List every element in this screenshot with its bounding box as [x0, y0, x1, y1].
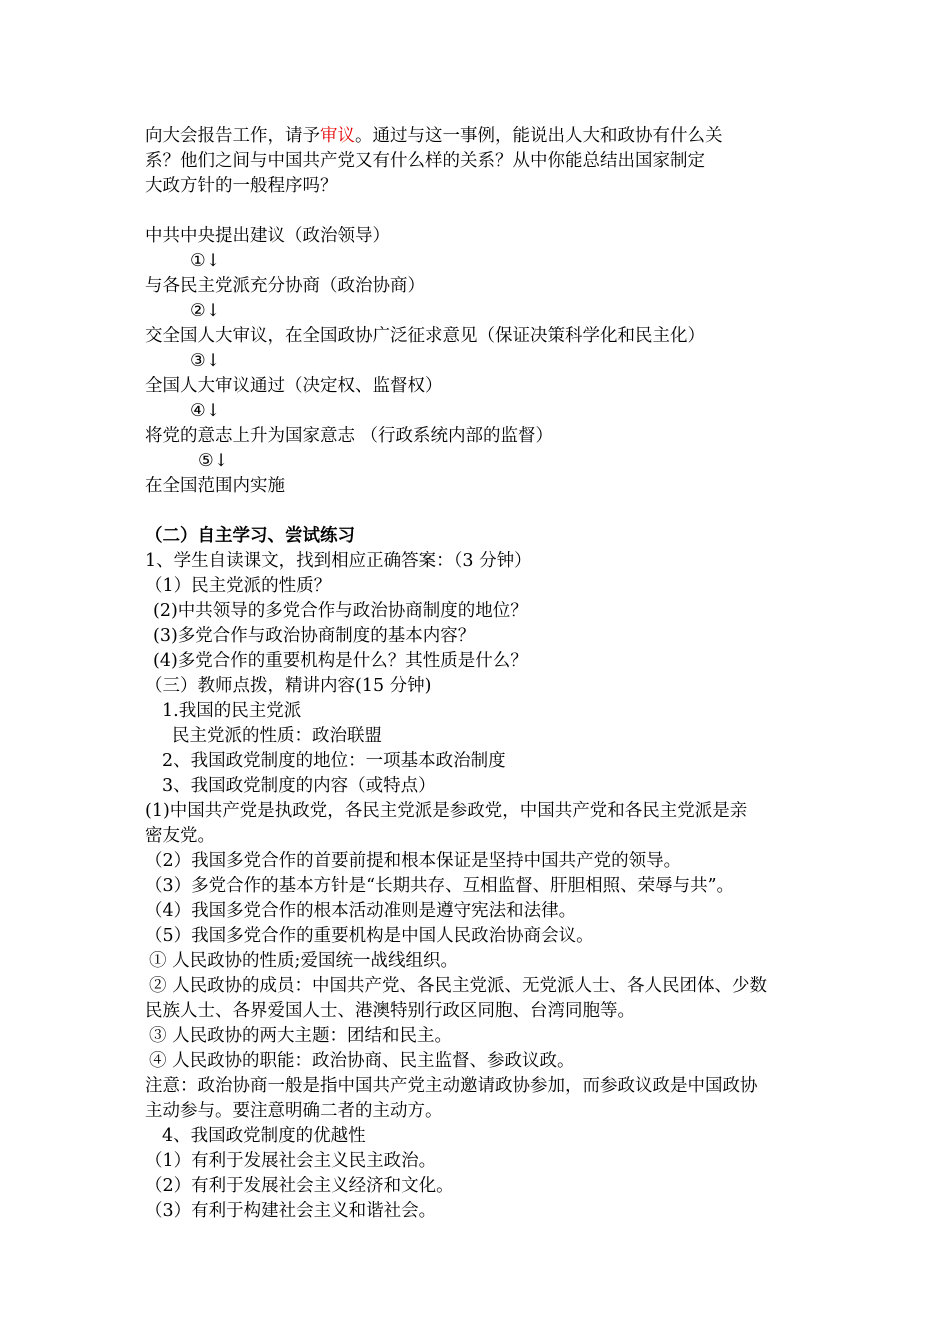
- intro-line-2: 系？他们之间与中国共产党又有什么样的关系？从中你能总结出国家制定: [145, 151, 705, 171]
- flow-step-1: 中共中央提出建议（政治领导）: [145, 226, 390, 246]
- cppcc-nature: ① 人民政协的性质;爱国统一战线组织。: [149, 951, 458, 971]
- flow-step-2: 与各民主党派充分协商（政治协商）: [145, 276, 425, 296]
- intro-line-1: [145, 124, 723, 149]
- flow-step-3: 交全国人大审议，在全国政协广泛征求意见（保证决策科学化和民主化）: [145, 326, 705, 346]
- content-1-line-1: (1)中国共产党是执政党，各民主党派是参政党，中国共产党和各民主党派是亲: [145, 801, 748, 821]
- question-1: （1）民主党派的性质？: [145, 576, 332, 596]
- flow-step-5: 将党的意志上升为国家意志 （行政系统内部的监督）: [145, 426, 554, 446]
- flow-arrow-1: ①↓: [190, 251, 221, 271]
- intro-text: 向大会报告工作，请予: [145, 126, 320, 146]
- point-4: 4、我国政党制度的优越性: [162, 1126, 366, 1146]
- content-2: （2）我国多党合作的首要前提和根本保证是坚持中国共产党的领导。: [145, 851, 682, 871]
- flow-arrow-3: ③↓: [190, 351, 221, 371]
- note-line-2: 主动参与。要注意明确二者的主动方。: [145, 1101, 443, 1121]
- flow-arrow-4: ④↓: [190, 401, 221, 421]
- section-heading-3: （三）教师点拨，精讲内容(15 分钟): [145, 676, 432, 696]
- content-1-line-2: 密友党。: [145, 826, 215, 846]
- cppcc-members-line-1: ② 人民政协的成员：中国共产党、各民主党派、无党派人士、各人民团体、少数: [149, 976, 768, 996]
- point-2: 2、我国政党制度的地位：一项基本政治制度: [162, 751, 506, 771]
- highlight-word: 审议: [320, 126, 355, 146]
- flow-arrow-2: ②↓: [190, 301, 221, 321]
- cppcc-members-line-2: 民族人士、各界爱国人士、港澳特别行政区同胞、台湾同胞等。: [145, 1001, 635, 1021]
- advantage-3: （3）有利于构建社会主义和谐社会。: [145, 1201, 437, 1221]
- point-1: 1.我国的民主党派: [162, 701, 302, 721]
- intro-text: 。通过与这一事例，能说出人大和政协有什么关: [355, 126, 723, 146]
- question-4: (4)多党合作的重要机构是什么？其性质是什么？: [153, 651, 528, 671]
- section-heading-2: （二）自主学习、尝试练习: [145, 526, 355, 546]
- task-line: 1、学生自读课文，找到相应正确答案：（3 分钟）: [145, 551, 532, 571]
- question-2: (2)中共领导的多党合作与政治协商制度的地位？: [153, 601, 528, 621]
- point-1-detail: 民主党派的性质：政治联盟: [172, 726, 382, 746]
- flow-arrow-5: ⑤↓: [198, 451, 229, 471]
- advantage-1: （1）有利于发展社会主义民主政治。: [145, 1151, 437, 1171]
- cppcc-themes: ③ 人民政协的两大主题：团结和民主。: [149, 1026, 453, 1046]
- note-line-1: 注意：政治协商一般是指中国共产党主动邀请政协参加，而参政议政是中国政协: [145, 1076, 758, 1096]
- cppcc-functions: ④ 人民政协的职能：政治协商、民主监督、参政议政。: [149, 1051, 575, 1071]
- content-3: （3）多党合作的基本方针是“长期共存、互相监督、肝胆相照、荣辱与共”。: [145, 876, 735, 896]
- advantage-2: （2）有利于发展社会主义经济和文化。: [145, 1176, 454, 1196]
- content-5: （5）我国多党合作的重要机构是中国人民政治协商会议。: [145, 926, 594, 946]
- flow-step-4: 全国人大审议通过（决定权、监督权）: [145, 376, 443, 396]
- flow-step-6: 在全国范围内实施: [145, 476, 285, 496]
- point-3: 3、我国政党制度的内容（或特点）: [162, 776, 436, 796]
- intro-line-3: 大政方针的一般程序吗？: [145, 176, 338, 196]
- content-4: （4）我国多党合作的根本活动准则是遵守宪法和法律。: [145, 901, 577, 921]
- question-3: (3)多党合作与政治协商制度的基本内容？: [153, 626, 476, 646]
